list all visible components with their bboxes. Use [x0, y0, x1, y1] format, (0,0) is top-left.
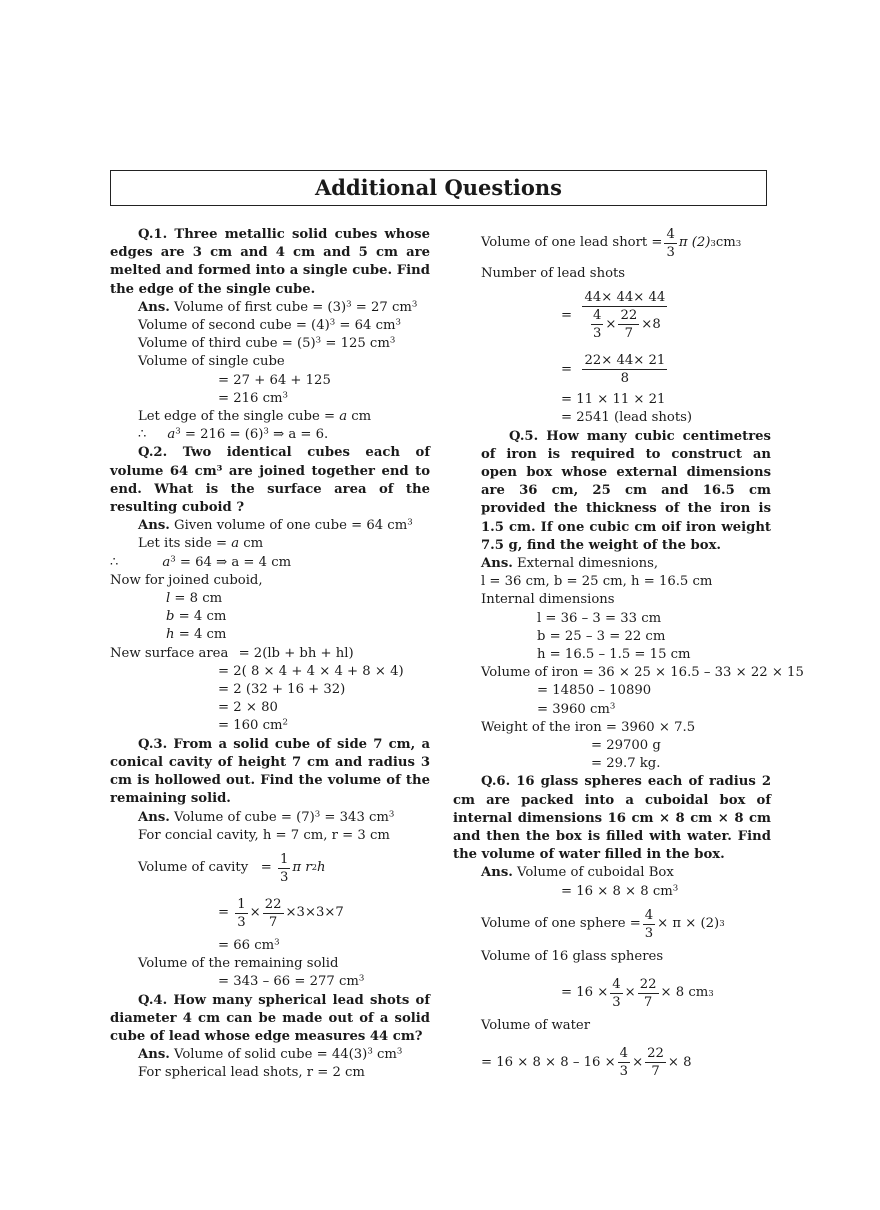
- question-6: Q.6. 16 glass spheres each of radius 2 cm are packed into a cuboidal box of internal dimensions 16 cm × 8 cm × 8 cm and then the box is filled with water. Find the volume of water filled in the box.: [453, 774, 771, 863]
- fraction: $\frac{22}{7}$: [639, 977, 657, 1011]
- q5-answer-line-9: = 3960 $cm^3$: [537, 700, 616, 717]
- fraction: $\frac{1}{3}$: [237, 896, 246, 930]
- q1-answer-line-5: = 27 + 64 + 125: [218, 372, 331, 388]
- q3-answer-line-5: = 66 $cm^3$: [218, 937, 280, 953]
- q4-answer-line-4: Number of lead shots: [481, 266, 626, 281]
- q5-answer-line-7: Volume of iron = 36 × 25 × 16.5 – 33 × 22 × 15: [481, 665, 804, 681]
- q3-answer-line-1: Ans. Volume of cube = $(7)^3 = 343$ $cm^3$: [138, 808, 395, 825]
- right-column: [453, 226, 804, 1080]
- q1-answer-line-3: Volume of third cube = $(5)^3 = 125$ $cm^3$: [138, 335, 396, 352]
- q3-cavity-calc: = $\frac{1}{3}$ × $\frac{22}{7}$ ×3×3×7: [218, 896, 344, 930]
- q6-answer-line-1: Ans. Volume of cuboidal Box: [481, 865, 674, 881]
- fraction: $\frac{22}{7}$: [264, 896, 282, 930]
- q4-count-fraction-1: = 44× 44× 44 $\frac{4}{3}$ × $\frac{22}{7}$ × 8: [561, 290, 666, 342]
- q5-answer-line-5: b = 25 – 3 = 22 cm: [537, 628, 666, 644]
- page-title: Additional Questions: [110, 170, 767, 206]
- q2-answer-line-3: ∴ $a^3 = 64$ ⇒ a = 4 cm: [110, 553, 292, 570]
- q1-answer-line-8: ∴ $a^3 = 216 = (6)^3$ ⇒ a = 6.: [138, 426, 329, 443]
- q6-answer-line-2: = 16 × 8 × 8 $cm^3$: [561, 882, 679, 899]
- q5-answer-line-2: l = 36 cm, b = 25 cm, h = 16.5 cm: [481, 574, 713, 590]
- q6-sphere-volume: Volume of one sphere = $\frac{4}{3}$ × π × (2) 3: [481, 907, 725, 941]
- fraction: $\frac{4}{3}$: [666, 227, 675, 260]
- q1-answer-line-7: Let edge of the single cube = a cm: [138, 409, 372, 425]
- fraction: $\frac{22\times 44\times 21}{8}$: [584, 353, 666, 387]
- question-1: Q.1. Three metallic solid cubes whose edges are 3 cm and 4 cm and 5 cm are melted and formed into a single cube. Find the edge of the single cube.: [110, 227, 430, 297]
- q1-answer-line-1: Ans. Volume of first cube = $(3)^3 = 27$ $cm^3$: [138, 299, 418, 315]
- q2-answer-line-5: l = 8 cm: [166, 591, 223, 607]
- q6-answer-line-4: Volume of 16 glass spheres: [481, 948, 664, 964]
- question-5: Q.5. How many cubic centimetres of iron is required to construct an open box whose external dimensions are 36 cm, 25 cm and 16.5 cm provided the thickness of the iron is 1.5 cm. If one cubic cm oif iron weight 7.5 g, find the weight of the box.: [481, 428, 771, 553]
- q3-answer-line-7: = 343 – 66 = 277 $cm^3$: [218, 973, 365, 990]
- q5-answer-line-3: Internal dimensions: [481, 592, 615, 608]
- q5-answer-line-6: h = 16.5 – 1.5 = 15 cm: [537, 647, 691, 663]
- q6-answer-line-6: Volume of water: [481, 1018, 591, 1034]
- question-3: Q.3. From a solid cube of side 7 cm, a conical cavity of height 7 cm and radius 3 cm is hollowed out. Find the volume of the remaining solid.: [110, 736, 430, 807]
- fraction: $\frac{1}{3}$: [280, 851, 289, 885]
- q4-answer-line-2: For spherical lead shots, r = 2 cm: [138, 1065, 365, 1081]
- q2-answer-line-10: = 2 (32 + 16 + 32): [218, 682, 346, 698]
- fraction: 44× 44× 44 $\frac{4}{3}$ × $\frac{22}{7}$ × 8: [584, 290, 666, 342]
- q4-answer-line-5: = 11 × 11 × 21: [561, 392, 666, 408]
- q5-answer-line-12: = 29.7 kg.: [591, 756, 661, 772]
- q4-count-fraction-2: = $\frac{22\times 44\times 21}{8}$: [561, 353, 666, 387]
- q6-spheres-volume: = 16 × $\frac{4}{3}$ × $\frac{22}{7}$ × 8 cm 3: [561, 977, 714, 1011]
- fraction: $\frac{4}{3}$: [612, 977, 621, 1011]
- q2-answer-line-8: New surface area = 2(lb + bh + hl): [110, 645, 354, 661]
- q5-answer-line-11: = 29700 g: [591, 738, 661, 754]
- fraction: $\frac{22}{7}$: [647, 1046, 664, 1080]
- q5-answer-line-10: Weight of the iron = 3960 × 7.5: [481, 719, 696, 735]
- fraction: $\frac{22}{7}$: [620, 308, 638, 342]
- q2-answer-line-7: h = 4 cm: [166, 627, 227, 643]
- fraction: $\frac{4}{3}$: [593, 308, 602, 342]
- q2-answer-line-6: b = 4 cm: [166, 609, 227, 625]
- q4-answer-line-1: Ans. Volume of solid cube = $44(3)^3$ $cm^3$: [138, 1046, 403, 1063]
- q5-answer-line-4: l = 36 – 3 = 33 cm: [537, 610, 662, 626]
- q4-lead-shot-volume: Volume of one lead short = $\frac{4}{3}$ π (2) 3 cm 3: [481, 227, 742, 260]
- q2-answer-line-4: Now for joined cuboid,: [110, 572, 263, 588]
- q3-answer-line-2: For concial cavity, h = 7 cm, r = 3 cm: [138, 827, 390, 843]
- q2-answer-line-9: = 2( 8 × 4 + 4 × 4 + 8 × 4): [218, 663, 404, 679]
- q1-answer-line-2: Volume of second cube = $(4)^3 = 64$ $cm^3$: [138, 317, 401, 334]
- q2-answer-line-1: Ans. Given volume of one cube = 64 $cm^3$: [138, 517, 413, 534]
- fraction: $\frac{4}{3}$: [619, 1046, 629, 1080]
- left-column: [110, 226, 430, 1083]
- q2-answer-line-11: = 2 × 80: [218, 700, 278, 716]
- q1-answer-line-4: Volume of single cube: [138, 354, 285, 370]
- q1-answer-line-6: = 216 $cm^3$: [218, 390, 288, 406]
- q2-answer-line-2: Let its side = a cm: [138, 536, 264, 552]
- question-4: Q.4. How many spherical lead shots of diameter 4 cm can be made out of a solid cube of lead whose edge measures 44 cm?: [110, 992, 430, 1044]
- q6-water-volume: = 16 × 8 × 8 – 16 × $\frac{4}{3}$ × $\frac{22}{7}$ × 8: [481, 1046, 692, 1080]
- q5-answer-line-8: = 14850 – 10890: [537, 683, 652, 699]
- q4-answer-line-6: = 2541 (lead shots): [561, 410, 693, 426]
- q2-answer-line-12: = 160 $cm^2$: [218, 717, 288, 734]
- q3-answer-line-6: Volume of the remaining solid: [138, 956, 339, 972]
- fraction: $\frac{4}{3}$: [644, 907, 654, 941]
- q3-cavity-formula: Volume of cavity = $\frac{1}{3}$ π r 2 h: [138, 851, 326, 885]
- q5-answer-line-1: Ans. External dimesnions,: [481, 556, 659, 572]
- question-2: Q.2. Two identical cubes each of volume 64 cm³ are joined together end to end. What is the surface area of the resulting cuboid ?: [110, 445, 430, 516]
